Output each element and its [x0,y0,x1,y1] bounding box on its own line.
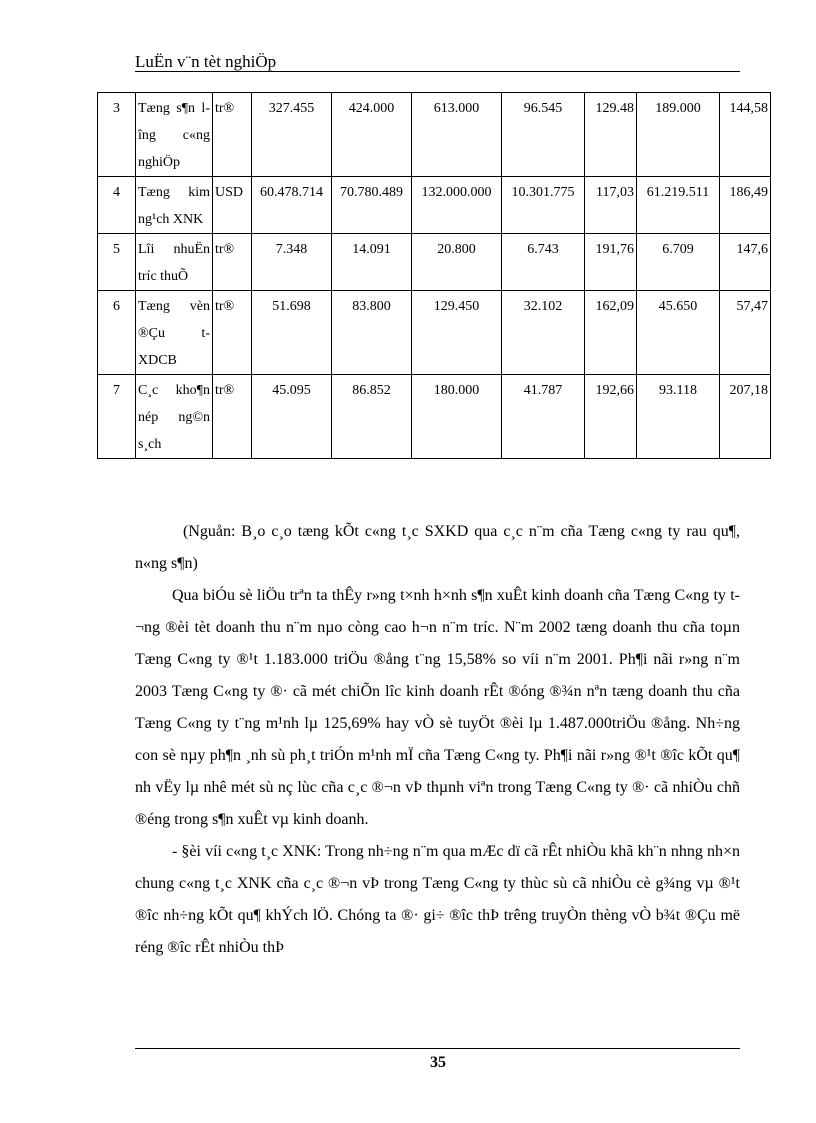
value-cell: 96.545 [502,93,585,177]
percent-cell: 147,6 [720,234,771,291]
value-cell: 93.118 [637,375,720,459]
row-index: 7 [98,375,136,459]
table-row [98,93,771,177]
indicator-name: Tæng s¶n lîng c«ng nghiÖp [136,93,213,177]
body-paragraph: Qua biÓu sè liÖu trªn ta thÊy r»ng t×nh h×nh s¶n xuÊt kinh doanh cña Tæng C«ng ty t¬ng ®èi tèt doanh thu n¨m nµo còng cao h¬n n¨m tríc. N¨m 2002 tæng doanh thu cña toµn Tæng C«ng ty ®¹t 1.183.000 triÖu ®ång t¨ng 15,58% so víi n¨m 2001. Ph¶i nãi r»ng n¨m 2003 Tæng C«ng ty ®· cã mét chiÕn lîc kinh doanh rÊt ®óng ®¾n nªn tæng doanh thu cña Tæng C«ng ty t¨ng m¹nh lµ 125,69% hay vÒ sè tuyÖt ®èi lµ 1.487.000triÖu ®ång. Nh÷ng con sè nµy ph¶n ¸nh sù ph¸t triÓn m¹nh mÏ cña Tæng C«ng ty. Ph¶i nãi r»ng ®¹t ®îc kÕt qu¶ nh vËy lµ nhê mét sù nç lùc cña c¸c ®¬n vÞ thµnh viªn trong Tæng C«ng ty ®· cã nhiÒu chñ ®éng trong s¶n xuÊt vµ kinh doanh. [135,587,740,828]
percent-cell: 186,49 [720,177,771,234]
unit-cell: USD [213,177,252,234]
value-cell: 41.787 [502,375,585,459]
unit-cell: tr® [213,93,252,177]
statistics-table [97,92,771,459]
indicator-name: Lîi nhuËn tríc thuÕ [136,234,213,291]
running-header-title: LuËn v¨n tèt nghiÖp [135,52,277,71]
unit-cell: tr® [213,291,252,375]
footer-divider [135,1048,740,1049]
value-cell: 6.743 [502,234,585,291]
page-number: 35 [430,1054,446,1071]
value-cell: 32.102 [502,291,585,375]
percent-cell: 191,76 [585,234,637,291]
table-row [98,375,771,459]
value-cell: 45.095 [252,375,332,459]
table-row [98,291,771,375]
value-cell: 10.301.775 [502,177,585,234]
value-cell: 60.478.714 [252,177,332,234]
row-index: 6 [98,291,136,375]
value-cell: 327.455 [252,93,332,177]
value-cell: 7.348 [252,234,332,291]
row-index: 3 [98,93,136,177]
percent-cell: 117,03 [585,177,637,234]
unit-cell: tr® [213,234,252,291]
percent-cell: 162,09 [585,291,637,375]
header-divider [135,71,740,72]
percent-cell: 129.48 [585,93,637,177]
source-note: (Nguån: B¸o c¸o tæng kÕt c«ng t¸c SXKD qua c¸c n¨m cña Tæng c«ng ty rau qu¶, n«ng s¶n) [135,523,740,572]
percent-cell: 192,66 [585,375,637,459]
value-cell: 51.698 [252,291,332,375]
value-cell: 14.091 [332,234,412,291]
indicator-name: C¸c kho¶n nép ng©n s¸ch [136,375,213,459]
value-cell: 189.000 [637,93,720,177]
value-cell: 61.219.511 [637,177,720,234]
percent-cell: 57,47 [720,291,771,375]
percent-cell: 144,58 [720,93,771,177]
percent-cell: 207,18 [720,375,771,459]
body-paragraph: - §èi víi c«ng t¸c XNK: Trong nh÷ng n¨m qua mÆc dï cã rÊt nhiÒu khã kh¨n nhng nh×n chung c«ng t¸c XNK cña c¸c ®¬n vÞ trong Tæng C«ng ty thùc sù cã nhiÒu cè g¾ng vµ ®¹t ®îc nh÷ng kÕt qu¶ khÝch lÖ. Chóng ta ®· gi÷ ®îc thÞ trêng truyÒn thèng vÒ b¾t ®Çu më réng ®îc rÊt nhiÒu thÞ [135,843,740,956]
table-row [98,177,771,234]
value-cell: 129.450 [412,291,502,375]
value-cell: 70.780.489 [332,177,412,234]
row-index: 5 [98,234,136,291]
value-cell: 6.709 [637,234,720,291]
value-cell: 83.800 [332,291,412,375]
body-text [135,516,740,964]
value-cell: 424.000 [332,93,412,177]
value-cell: 45.650 [637,291,720,375]
row-index: 4 [98,177,136,234]
indicator-name: Tæng vèn ®Çu t XDCB [136,291,213,375]
value-cell: 180.000 [412,375,502,459]
value-cell: 132.000.000 [412,177,502,234]
value-cell: 20.800 [412,234,502,291]
table-row [98,234,771,291]
value-cell: 613.000 [412,93,502,177]
value-cell: 86.852 [332,375,412,459]
indicator-name: Tæng kim ng¹ch XNK [136,177,213,234]
unit-cell: tr® [213,375,252,459]
